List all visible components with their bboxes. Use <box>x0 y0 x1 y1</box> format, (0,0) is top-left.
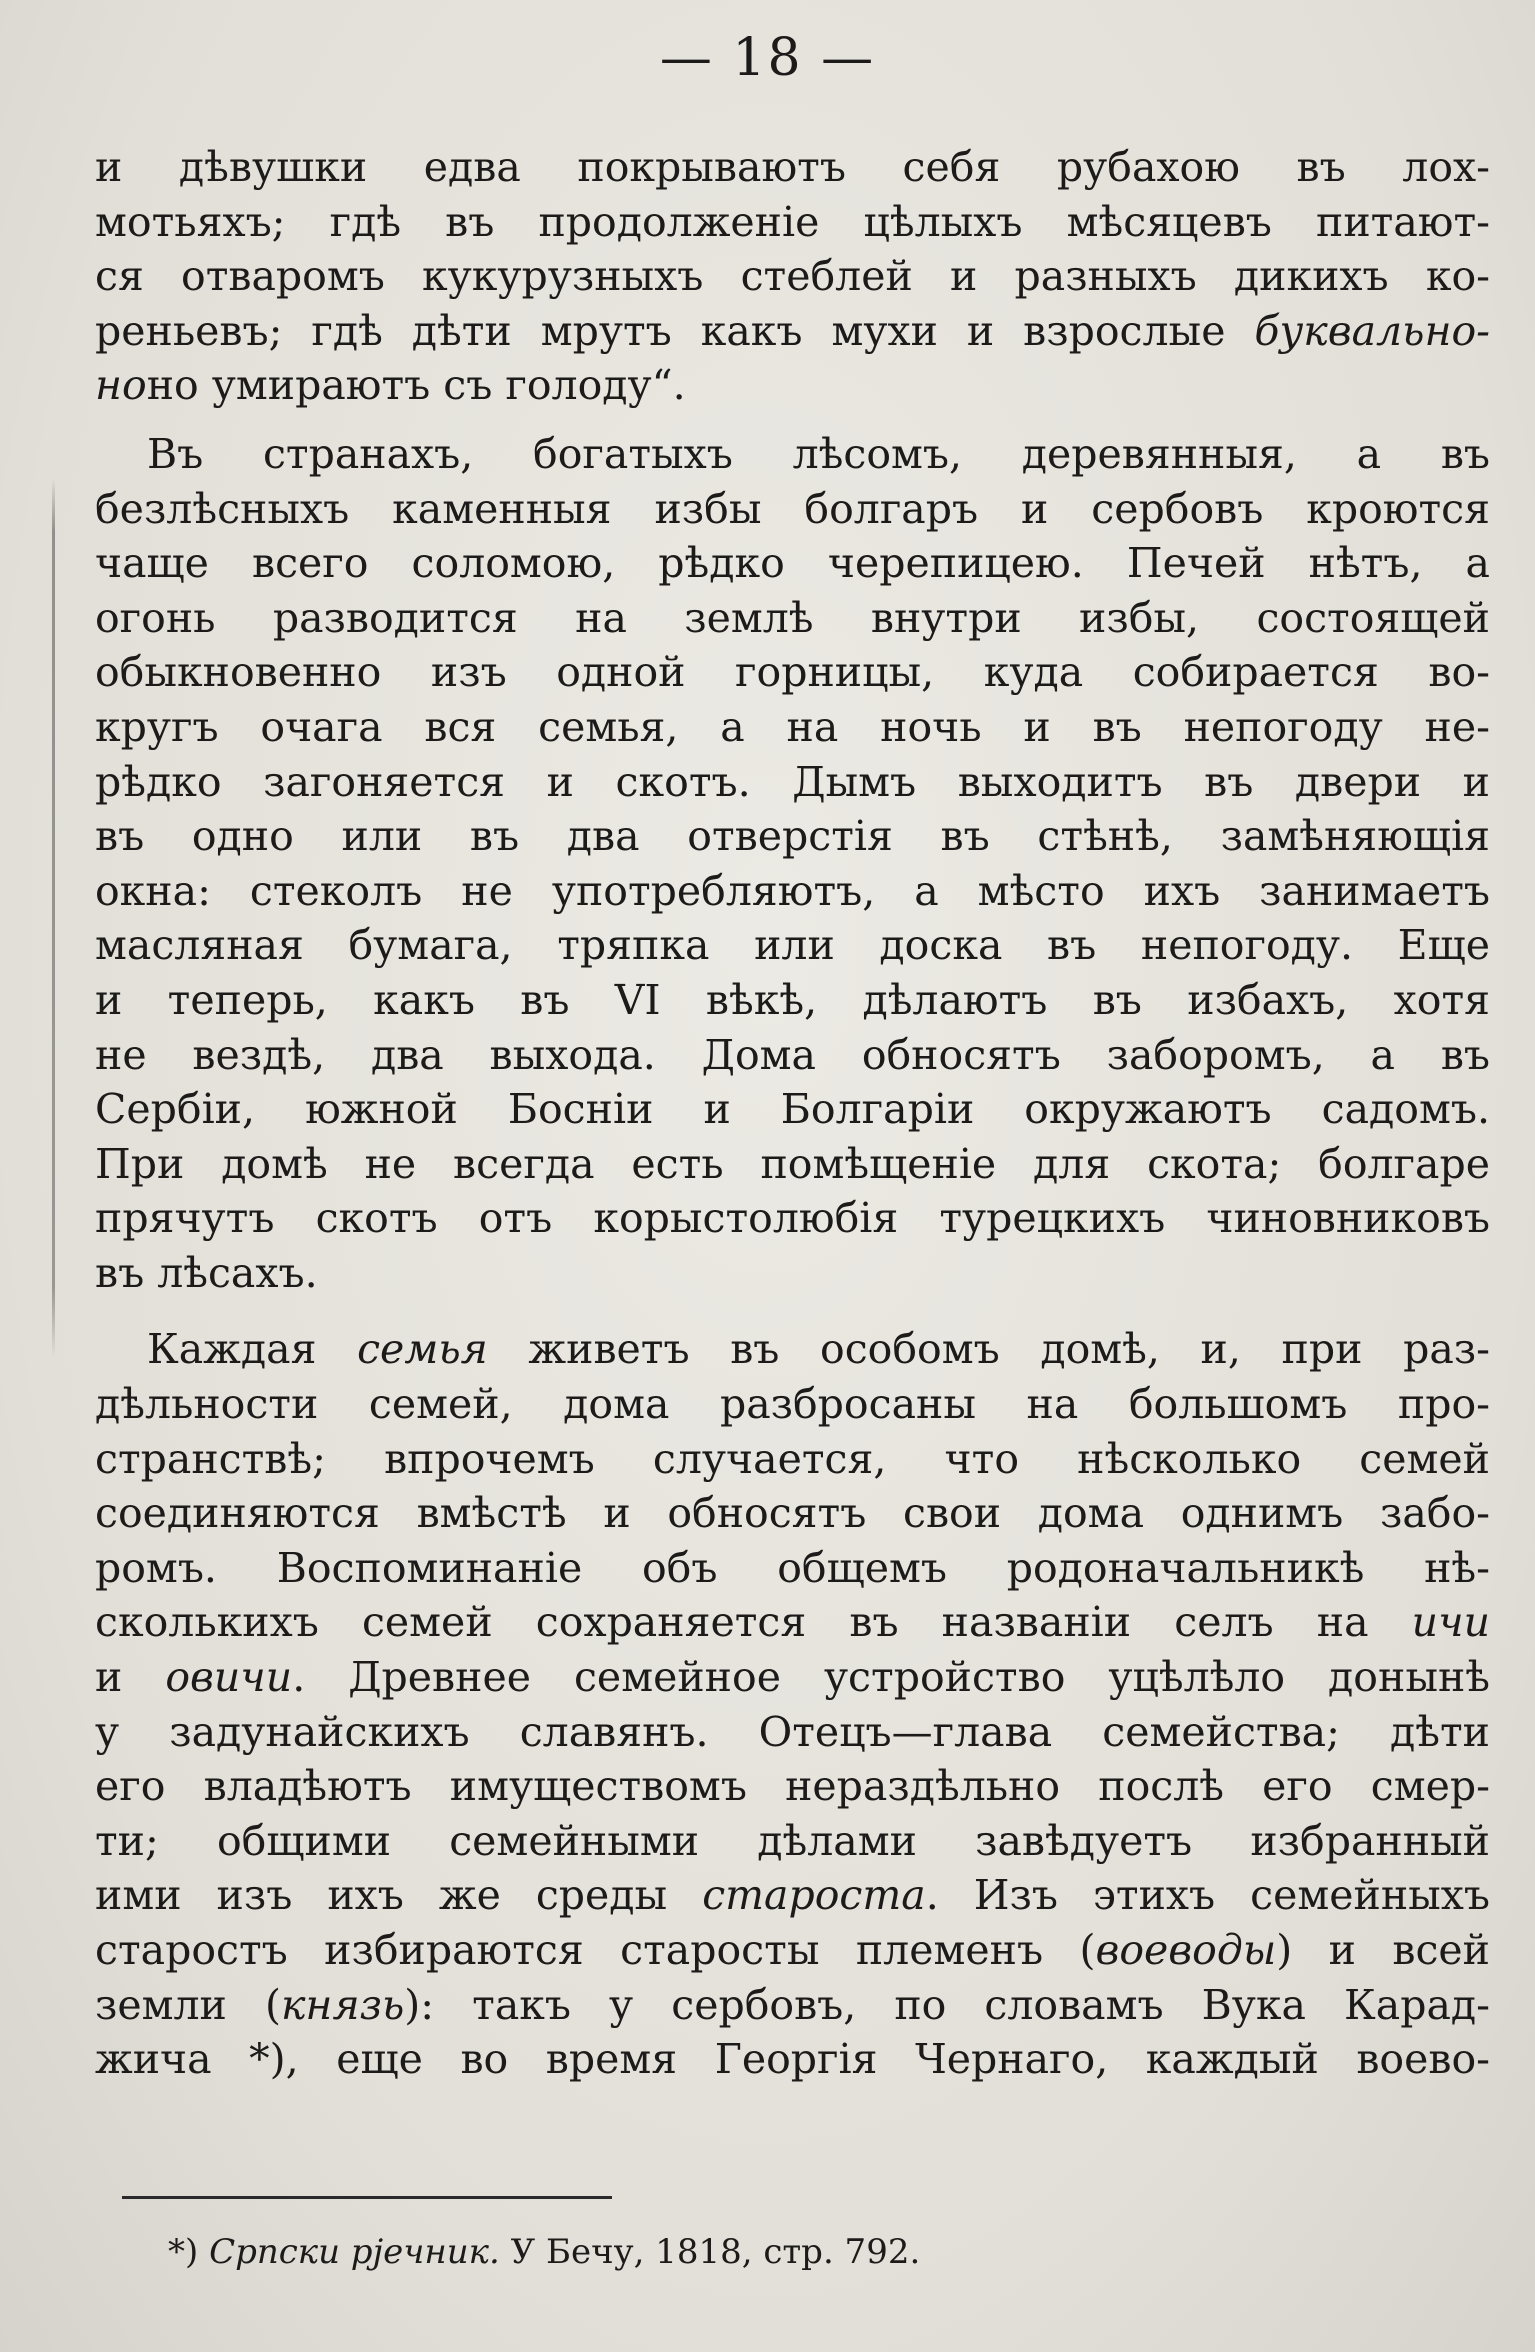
text-line: дѣльности семей, дома разбросаны на большомъ про- <box>95 1380 1490 1429</box>
text-line: ти; общими семейными дѣлами завѣдуетъ избранный <box>95 1816 1490 1865</box>
text-segment: . Изъ этихъ семейныхъ <box>925 1871 1490 1920</box>
text-segment: живетъ въ особомъ домѣ, и, при раз- <box>487 1325 1490 1374</box>
italic-word: семья <box>357 1325 488 1374</box>
text-line: При домѣ не всегда есть помѣщеніе для скота; болгаре <box>95 1139 1490 1188</box>
italic-word: но <box>95 361 147 410</box>
text-line: въ одно или въ два отверстія въ стѣнѣ, замѣняющія <box>95 812 1490 861</box>
text-line: огонь разводится на землѣ внутри избы, состоящей <box>95 593 1490 642</box>
footnote-marker: *) <box>168 2232 199 2272</box>
footnote-divider <box>122 2196 612 2199</box>
italic-word: буквально- <box>1254 306 1490 355</box>
text-segment: ими изъ ихъ же среды <box>95 1871 703 1920</box>
text-segment: реньевъ; гдѣ дѣти мрутъ какъ мухи и взрослые <box>95 306 1255 355</box>
text-line: и теперь, какъ въ VI вѣкѣ, дѣлаютъ въ избахъ, хотя <box>95 975 1490 1024</box>
text-line: кругъ очага вся семья, а на ночь и въ непогоду не- <box>95 702 1490 751</box>
text-line: ромъ. Воспоминаніе объ общемъ родоначальникѣ нѣ- <box>95 1543 1490 1592</box>
text-line: окна: стеколъ не употребляютъ, а мѣсто ихъ занимаетъ <box>95 866 1490 915</box>
text-segment: Каждая <box>147 1325 358 1374</box>
text-line: жича *), еще во время Георгія Чернаго, каждый воево- <box>95 2035 1490 2084</box>
italic-word: воеводы <box>1095 1926 1277 1974</box>
italic-word: староста <box>702 1871 926 1920</box>
text-segment: ) и всей <box>1276 1926 1490 1974</box>
page-number: — 18 — <box>659 28 876 88</box>
text-line <box>95 304 1490 359</box>
text-line: безлѣсныхъ каменныя избы болгаръ и сербовъ кроются <box>95 484 1490 533</box>
text-line: и дѣвушки едва покрываютъ себя рубахою въ лох- <box>95 143 1490 191</box>
text-line <box>95 1595 1490 1650</box>
text-line: чаще всего соломою, рѣдко черепицею. Печей нѣтъ, а <box>95 539 1490 588</box>
italic-word: овичи <box>165 1653 293 1702</box>
text-line <box>95 1978 1490 2033</box>
text-line: у задунайскихъ славянъ. Отецъ—глава семейства; дѣти <box>95 1707 1490 1756</box>
text-segment: земли ( <box>95 1980 281 2029</box>
text-line: обыкновенно изъ одной горницы, куда собирается во- <box>95 648 1490 697</box>
text-line: его владѣютъ имуществомъ нераздѣльно послѣ его смер- <box>95 1762 1490 1811</box>
text-line <box>95 1868 1490 1923</box>
text-line: странствѣ; впрочемъ случается, что нѣсколько семей <box>95 1434 1490 1483</box>
text-segment: . Древнее семейное устройство уцѣлѣло донынѣ <box>292 1653 1490 1702</box>
italic-word: князь <box>280 1980 405 2029</box>
margin-pencil-mark <box>52 478 55 1358</box>
paragraph-start-line <box>95 1322 1490 1377</box>
text-segment: ): такъ у сербовъ, по словамъ Вука Карад- <box>404 1980 1490 2029</box>
paragraph-start-line: Въ странахъ, богатыхъ лѣсомъ, деревянныя, а въ <box>147 429 1490 478</box>
text-line <box>95 1650 1490 1705</box>
footnote <box>168 2232 920 2272</box>
footnote-text: У Бечу, 1818, стр. 792. <box>499 2232 921 2272</box>
text-line: Сербіи, южной Босніи и Болгаріи окружаютъ садомъ. <box>95 1085 1490 1134</box>
text-line: прячутъ скотъ отъ корыстолюбія турецкихъ чиновниковъ <box>95 1194 1490 1243</box>
text-line: рѣдко загоняется и скотъ. Дымъ выходитъ въ двери и <box>95 757 1490 806</box>
body-text <box>95 140 1490 2087</box>
text-line: въ лѣсахъ. <box>95 1248 318 1297</box>
text-line: масляная бумага, тряпка или доска въ непогоду. Еще <box>95 921 1490 970</box>
text-segment: старостъ избираются старосты племенъ ( <box>95 1926 1096 1974</box>
text-line <box>95 1923 1490 1978</box>
text-line <box>95 358 1490 413</box>
text-line: мотьяхъ; гдѣ въ продолженіе цѣлыхъ мѣсяцевъ питают- <box>95 197 1490 246</box>
text-segment: но умираютъ съ голоду“. <box>146 361 686 410</box>
footnote-title: Српски рјечник. <box>209 2232 500 2272</box>
text-line: соединяются вмѣстѣ и обносятъ свои дома однимъ забо- <box>95 1489 1490 1538</box>
text-line: ся отваромъ кукурузныхъ стеблей и разныхъ дикихъ ко- <box>95 252 1490 301</box>
text-segment: сколькихъ семей сохраняется въ названіи селъ на <box>95 1598 1412 1647</box>
text-segment: и <box>95 1653 166 1702</box>
italic-word: ичи <box>1411 1598 1490 1647</box>
text-line: не вездѣ, два выхода. Дома обносятъ заборомъ, а въ <box>95 1030 1490 1079</box>
